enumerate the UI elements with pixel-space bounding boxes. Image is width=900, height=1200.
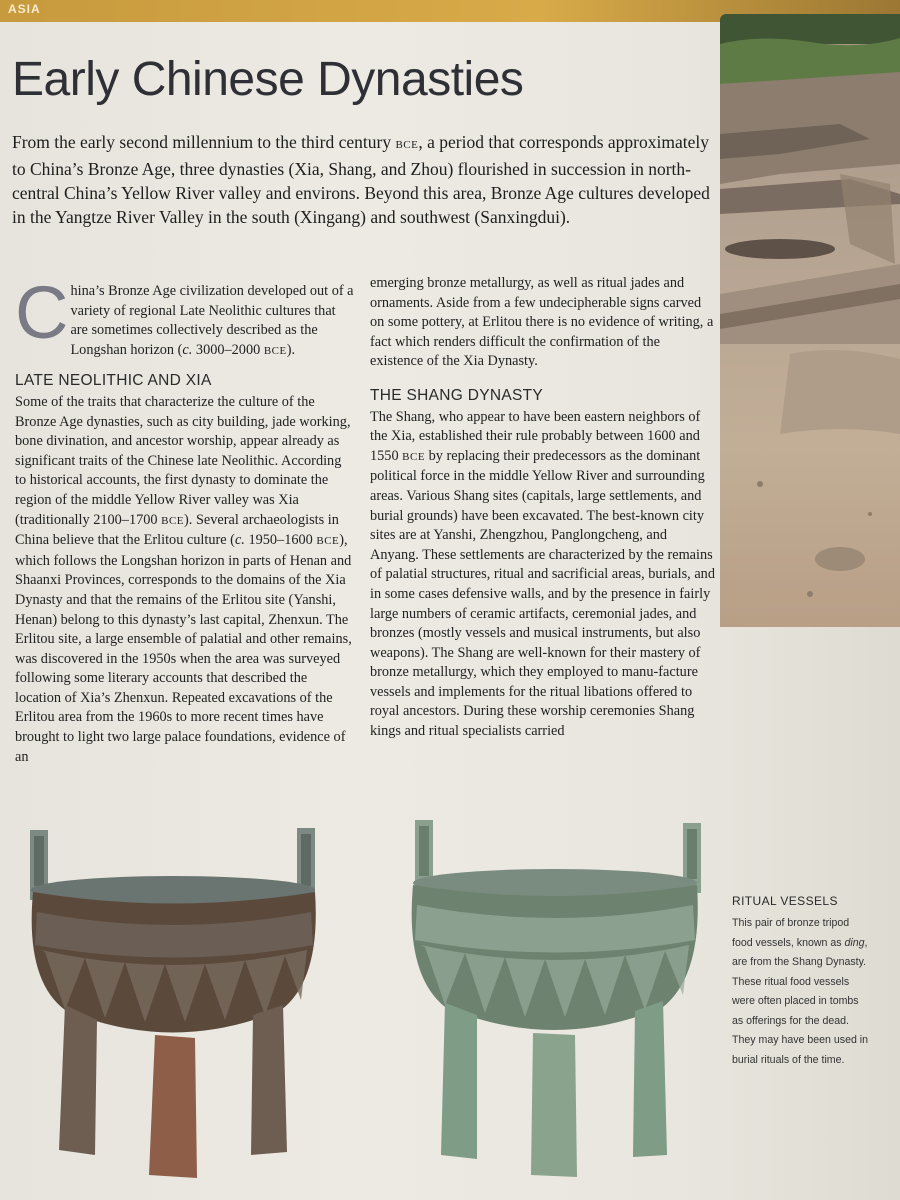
bronze-ding-vessel-left	[25, 820, 325, 1190]
page-title: Early Chinese Dynasties	[12, 53, 524, 106]
excavation-photo-image	[720, 14, 900, 627]
excavation-site-photo	[720, 14, 900, 627]
heading-shang: THE SHANG DYNASTY	[370, 386, 544, 404]
figure-caption	[732, 894, 872, 1070]
intro-lead-paragraph: From the early second millennium to the third century BCE, a period that corresponds approximately to China’s Bronze Age, three dynasties (Xia, Shang, and Zhou) flourished in succession in north-central China’s Yellow River valley and environs. Beyond this area, Bronze Age cultures developed in the Yangtze River Valley in the south (Xingang) and southwest (Sanxingdui).	[12, 132, 710, 227]
bronze-ding-vessel-right	[405, 815, 705, 1190]
caption-title: RITUAL VESSELS	[732, 894, 838, 908]
shang-paragraph: The Shang, who appear to have been eastern neighbors of the Xia, established their rule probably between 1600 and 1550 BCE by replacing their predecessors as the dominant political force in the middle Yellow River and surrounding areas. Various Shang sites (capitals, large settlements, and burial grounds) have been excavated. The best-known city sites are at Yanshi, Zhengzhou, Panglongcheng, and Anyang. These settlements are characterized by the remains of palatial structures, ritual and sacrificial areas, burials, and in some cases defensive walls, and by the presence in fairly large numbers of ceramic artifacts, ceremonial jades, and bronzes (mostly vessels and musical instruments, but also weapons). The Shang are well-known for their mastery of bronze metallurgy, which they employed to manu-facture vessels and implements for the ritual libations offered to royal ancestors. During these worship ceremonies Shang kings and ritual specialists carried	[370, 408, 715, 740]
caption-text: This pair of bronze tripod food vessels, known as ding, are from the Shang Dynasty. These ritual food vessels were often placed in tombs as offerings for the dead. They may have been used in burial rituals of the time.	[732, 917, 869, 1066]
heading-xia: LATE NEOLITHIC AND XIA	[15, 372, 212, 390]
intro-paragraph: China’s Bronze Age civilization developed out of a variety of regional Late Neolithic cultures that are sometimes collectively described as the Longshan horizon (c. 3000–2000 BCE).	[15, 271, 354, 358]
xia-paragraph-continued: emerging bronze metallurgy, as well as ritual jades and ornaments. Aside from a few undecipherable signs carved on some pottery, at Erlitou there is no evidence of writing, a fact which renders difficult the confirmation of the existence of the Xia Dynasty.	[370, 275, 714, 370]
section-label: ASIA	[8, 2, 41, 16]
xia-paragraph: Some of the traits that characterize the culture of the Bronze Age dynasties, such as city building, jade working, bone divination, and ancestor worship, appear already as significant traits of the Chinese late Neolithic. According to historical accounts, the first dynasty to dominate the region of the middle Yellow River valley was Xia (traditionally 2100–1700 BCE). Several archaeologists in China believe that the Erlitou culture (c. 1950–1600 BCE), which follows the Longshan horizon in parts of Henan and Shaanxi Provinces, corresponds to the domains of the Xia Dynasty and that the remains of the Erlitou site (Yanshi, Henan) belong to this dynasty’s last capital, Zhenxun. The Erlitou site, a large ensemble of palatial and other remains, was discovered in the 1950s when the area was surveyed following some literary accounts that described the location of Xia’s Zhenxun. Repeated excavations of the Erlitou area from the 1960s to more recent times have brought to light two large palace foundations, evidence of an	[15, 393, 352, 765]
drop-cap: C	[15, 271, 69, 354]
text-column-left	[15, 271, 355, 767]
text-column-right	[370, 274, 715, 742]
